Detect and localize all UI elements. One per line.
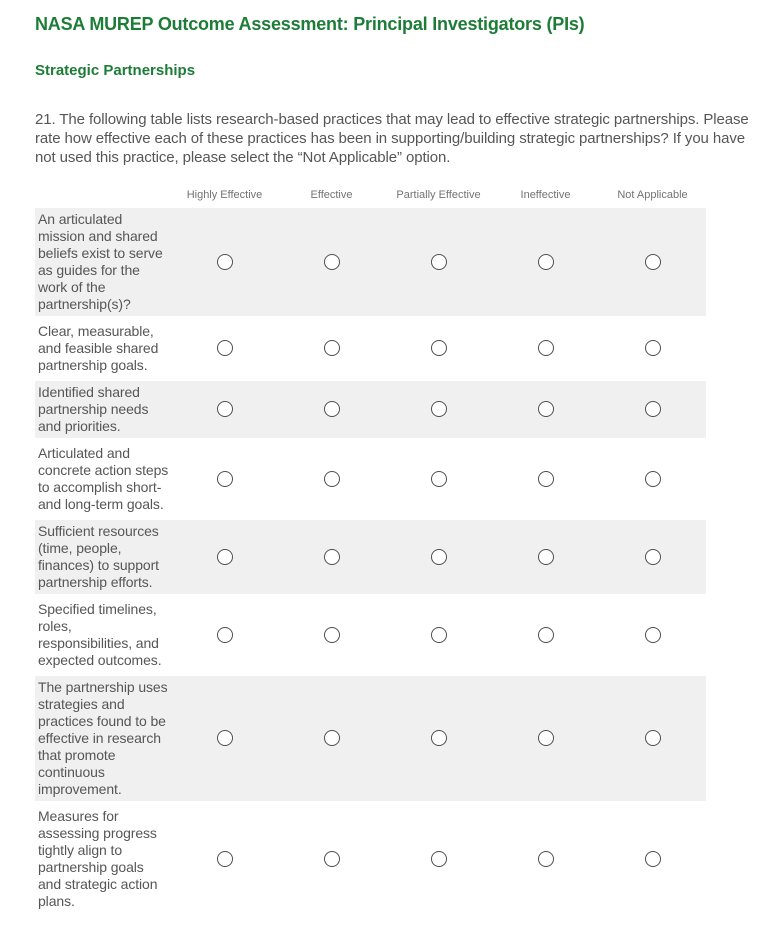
radio-row6-ineffective[interactable] xyxy=(538,627,554,643)
matrix-header-row xyxy=(35,189,706,204)
column-header-effective: Effective xyxy=(310,189,353,201)
radio-row6-partially-effective[interactable] xyxy=(431,627,447,643)
statement-label: Articulated and concrete action steps to accomplish short- and long-term goals. xyxy=(35,442,171,516)
table-row xyxy=(35,520,706,594)
statement-label: An articulated mission and shared beliefs exist to serve as guides for the work of the partnership(s)? xyxy=(35,208,171,316)
table-row xyxy=(35,805,706,913)
radio-row3-not-applicable[interactable] xyxy=(645,401,661,417)
radio-row5-effective[interactable] xyxy=(324,549,340,565)
radio-row4-partially-effective[interactable] xyxy=(431,471,447,487)
radio-row7-partially-effective[interactable] xyxy=(431,730,447,746)
radio-row5-not-applicable[interactable] xyxy=(645,549,661,565)
question-text: 21. The following table lists research-based practices that may lead to effective strategic partnerships. Please rate how effective each of these practices has been in supporting/building strategic partnerships? If you have not used this practice, please select the “Not Applicable” option. xyxy=(35,111,749,166)
table-row xyxy=(35,598,706,672)
statement-label: Clear, measurable, and feasible shared partnership goals. xyxy=(35,320,171,377)
statement-column-spacer xyxy=(35,189,171,204)
table-row xyxy=(35,676,706,801)
radio-row2-ineffective[interactable] xyxy=(538,340,554,356)
radio-row6-effective[interactable] xyxy=(324,627,340,643)
radio-row5-partially-effective[interactable] xyxy=(431,549,447,565)
radio-row4-not-applicable[interactable] xyxy=(645,471,661,487)
table-row xyxy=(35,320,706,377)
matrix-table xyxy=(35,185,706,917)
radio-row4-ineffective[interactable] xyxy=(538,471,554,487)
radio-row4-effective[interactable] xyxy=(324,471,340,487)
column-header-ineffective: Ineffective xyxy=(520,189,571,201)
table-row xyxy=(35,442,706,516)
radio-row1-not-applicable[interactable] xyxy=(645,254,661,270)
section-title: Strategic Partnerships xyxy=(35,62,196,79)
radio-row2-highly-effective[interactable] xyxy=(217,340,233,356)
statement-label: Identified shared partnership needs and priorities. xyxy=(35,381,171,438)
radio-row2-effective[interactable] xyxy=(324,340,340,356)
radio-row2-not-applicable[interactable] xyxy=(645,340,661,356)
radio-row7-not-applicable[interactable] xyxy=(645,730,661,746)
column-header-highly-effective: Highly Effective xyxy=(186,189,263,201)
survey-title: NASA MUREP Outcome Assessment: Principal Investigators (PIs) xyxy=(35,14,585,34)
radio-row1-ineffective[interactable] xyxy=(538,254,554,270)
statement-label: Measures for assessing progress tightly align to partnership goals and strategic action plans. xyxy=(35,805,171,913)
radio-row5-highly-effective[interactable] xyxy=(217,549,233,565)
radio-row7-ineffective[interactable] xyxy=(538,730,554,746)
radio-row5-ineffective[interactable] xyxy=(538,549,554,565)
radio-row8-not-applicable[interactable] xyxy=(645,851,661,867)
radio-row7-effective[interactable] xyxy=(324,730,340,746)
radio-row8-ineffective[interactable] xyxy=(538,851,554,867)
statement-label: The partnership uses strategies and practices found to be effective in research that promote continuous improvement. xyxy=(35,676,171,801)
radio-row3-effective[interactable] xyxy=(324,401,340,417)
statement-label: Sufficient resources (time, people, finances) to support partnership efforts. xyxy=(35,520,171,594)
radio-row8-effective[interactable] xyxy=(324,851,340,867)
table-row xyxy=(35,208,706,316)
column-header-not-applicable: Not Applicable xyxy=(617,189,688,201)
radio-row1-partially-effective[interactable] xyxy=(431,254,447,270)
radio-row3-highly-effective[interactable] xyxy=(217,401,233,417)
radio-row3-partially-effective[interactable] xyxy=(431,401,447,417)
radio-row7-highly-effective[interactable] xyxy=(217,730,233,746)
radio-row8-partially-effective[interactable] xyxy=(431,851,447,867)
radio-row1-effective[interactable] xyxy=(324,254,340,270)
radio-row4-highly-effective[interactable] xyxy=(217,471,233,487)
radio-row8-highly-effective[interactable] xyxy=(217,851,233,867)
radio-row1-highly-effective[interactable] xyxy=(217,254,233,270)
radio-row6-not-applicable[interactable] xyxy=(645,627,661,643)
radio-row6-highly-effective[interactable] xyxy=(217,627,233,643)
statement-label: Specified timelines, roles, responsibilities, and expected outcomes. xyxy=(35,598,171,672)
radio-row2-partially-effective[interactable] xyxy=(431,340,447,356)
radio-row3-ineffective[interactable] xyxy=(538,401,554,417)
table-row xyxy=(35,381,706,438)
column-header-partially-effective: Partially Effective xyxy=(396,189,481,201)
